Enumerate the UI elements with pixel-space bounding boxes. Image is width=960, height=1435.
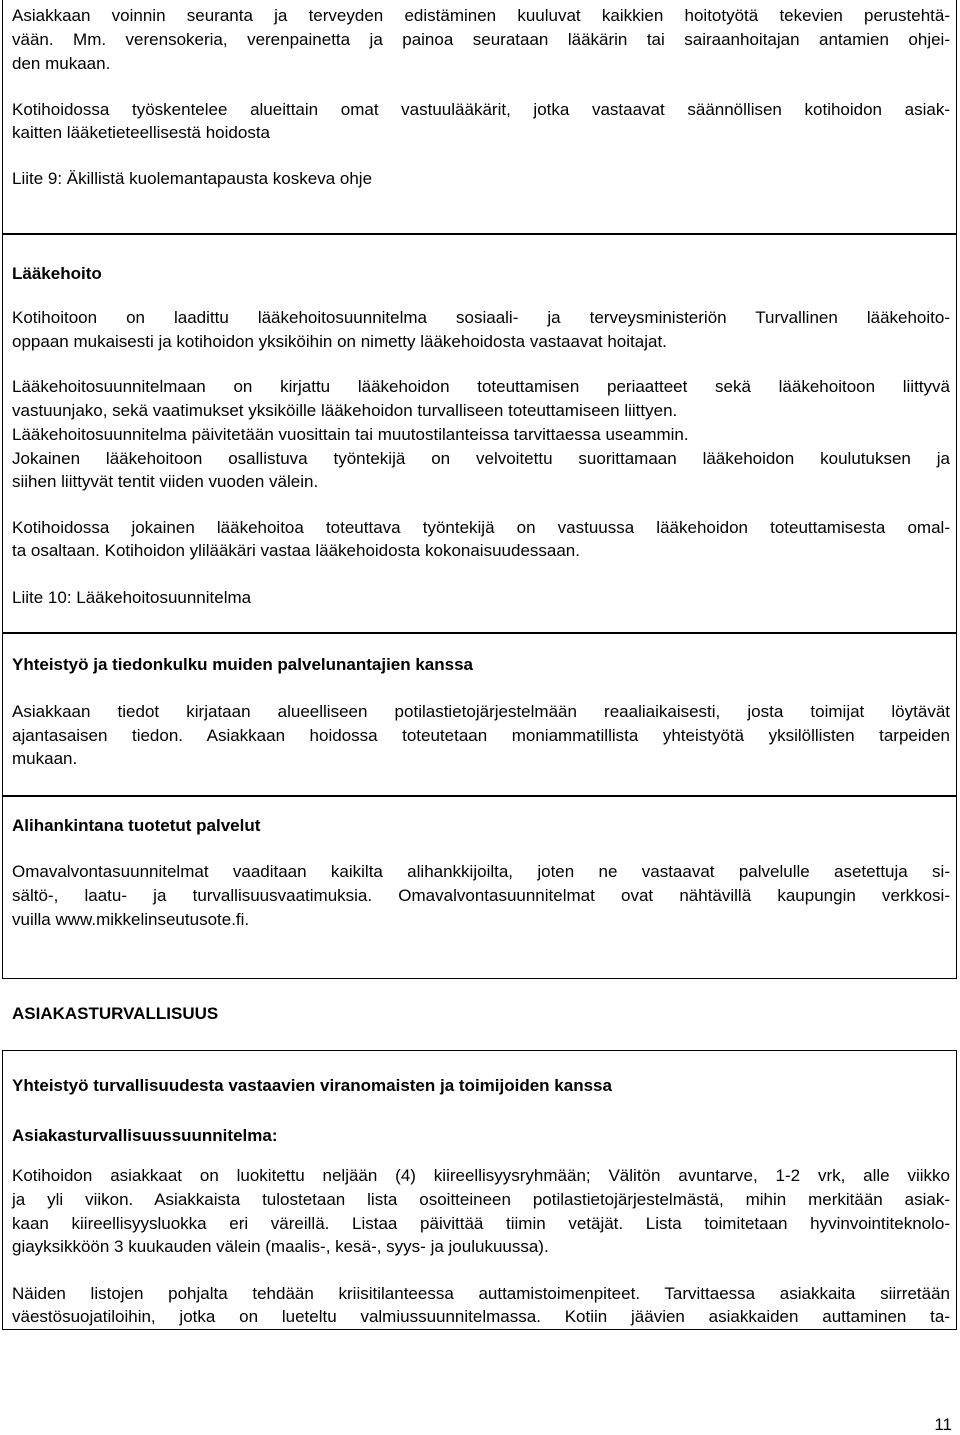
attachment-reference: Liite 9: Äkillistä kuolemantapausta koskeva ohje [12,169,373,188]
paragraph-line: giayksikköön 3 kuukauden välein (maalis-, kesä-, syys- ja joulukuussa). [12,1237,549,1256]
section-heading: Yhteistyö turvallisuudesta vastaavien viranomaisten ja toimijoiden kanssa [12,1076,612,1095]
paragraph-line: Jokainen lääkehoitoon osallistuva työntekijä on velvoitettu suorittamaan lääkehoidon koulutuksen ja [12,449,950,468]
paragraph-line: siihen liittyvät tentit viiden vuoden välein. [12,472,319,491]
paragraph-line: Asiakkaan voinnin seuranta ja terveyden edistäminen kuuluvat kaikkien hoitotyötä tekevien perustehtä- [12,6,950,25]
section-heading: Alihankintana tuotetut palvelut [12,816,261,835]
paragraph-line: kaan kiireellisyysluokka eri väreillä. Listaa päivittää tiimin vetäjät. Lista toimitetaan hyvinvointiteknolo- [12,1214,950,1233]
paragraph-line: väestösuojatiloihin, jotka on lueteltu valmiussuunnitelmassa. Kotiin jäävien asiakkaiden auttaminen ta- [12,1307,950,1326]
paragraph-line: ajantasaisen tiedon. Asiakkaan hoidossa toteutetaan moniammatillista yhteistyötä yksilöllisten tarpeiden [12,726,950,745]
paragraph-line: Omavalvontasuunnitelmat vaaditaan kaikilta alihankkijoilta, joten ne vastaavat palvelulle asetettuja si- [12,862,950,881]
paragraph-line: Lääkehoitosuunnitelmaan on kirjattu lääkehoidon toteuttamisen periaatteet sekä lääkehoitoon liittyvä [12,377,950,396]
section-heading: Lääkehoito [12,264,102,283]
paragraph-line: Näiden listojen pohjalta tehdään kriisitilanteessa auttamistoimenpiteet. Tarvittaessa asiakkaita siirretään [12,1284,950,1303]
paragraph-line: vastuunjako, sekä vaatimukset yksiköille lääkehoidon turvalliseen toteuttamiseen liittyen. [12,401,678,420]
paragraph-line: Kotihoitoon on laadittu lääkehoitosuunnitelma sosiaali- ja terveysministeriön Turvallinen lääkehoito- [12,308,950,327]
paragraph-line: Kotihoidon asiakkaat on luokitettu neljään (4) kiireellisyysryhmään; Välitön avuntarve, 1-2 vrk, alle viikko [12,1166,950,1185]
paragraph-line: sältö-, laatu- ja turvallisuusvaatimuksia. Omavalvontasuunnitelmat ovat nähtävillä kaupungin verkkosi- [12,886,950,905]
paragraph-line: ta osaltaan. Kotihoidon ylilääkäri vastaa lääkehoidosta kokonaisuudessaan. [12,541,580,560]
paragraph-line: vään. Mm. verensokeria, verenpainetta ja painoa seurataan lääkärin tai sairaanhoitajan antamien ohjei- [12,30,950,49]
paragraph-line: Lääkehoitosuunnitelma päivitetään vuosittain tai muutostilanteissa tarvittaessa useammin. [12,425,689,444]
paragraph-line: Kotihoidossa työskentelee alueittain omat vastuulääkärit, jotka vastaavat säännöllisen kotihoidon asiak- [12,100,950,119]
paragraph-line: mukaan. [12,749,78,768]
page-number: 11 [934,1415,952,1434]
main-heading: ASIAKASTURVALLISUUS [12,1004,219,1023]
paragraph-line: oppaan mukaisesti ja kotihoidon yksiköihin on nimetty lääkehoidosta vastaavat hoitajat. [12,332,667,351]
paragraph-line: den mukaan. [12,54,111,73]
paragraph-line: kaitten lääketieteellisestä hoidosta [12,123,270,142]
section-heading: Yhteistyö ja tiedonkulku muiden palvelunantajien kanssa [12,655,474,674]
paragraph-line: Kotihoidossa jokainen lääkehoitoa toteuttava työntekijä on vastuussa lääkehoidon toteuttamisesta omal- [12,518,950,537]
section-subheading: Asiakasturvallisuussuunnitelma: [12,1126,278,1145]
paragraph-line: ja yli viikon. Asiakkaista tulostetaan lista osoitteineen potilastietojärjestelmästä, mihin merkitään asiak- [12,1190,950,1209]
paragraph-line: Asiakkaan tiedot kirjataan alueelliseen potilastietojärjestelmään reaaliaikaisesti, josta toimijat löytävät [12,702,950,721]
paragraph-line: vuilla www.mikkelinseutusote.fi. [12,910,250,929]
attachment-reference: Liite 10: Lääkehoitosuunnitelma [12,588,252,607]
